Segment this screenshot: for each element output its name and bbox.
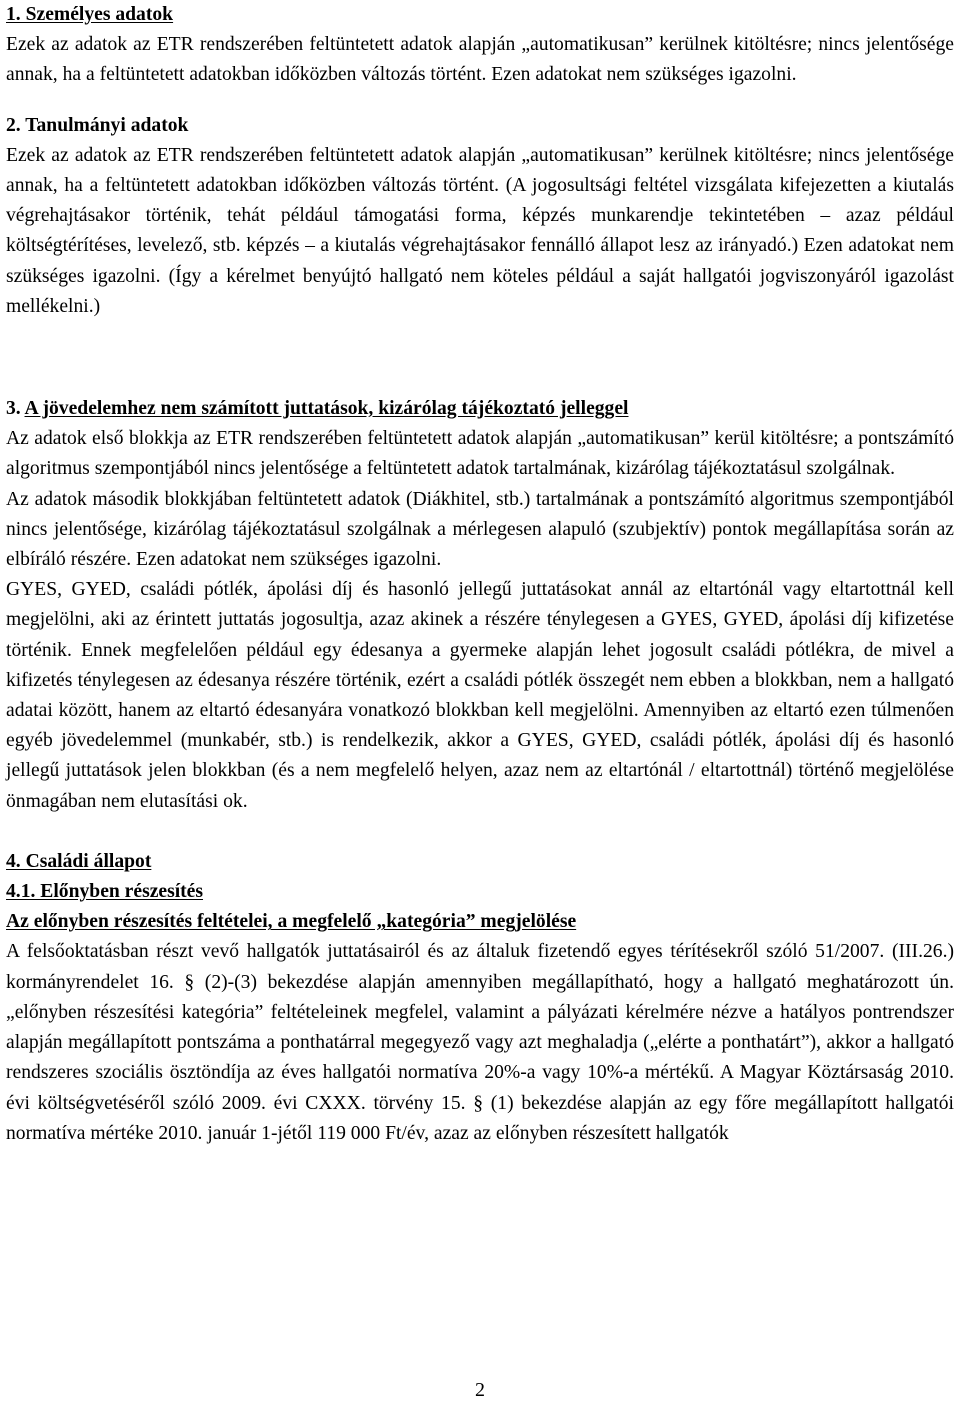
- section-1-paragraph: Ezek az adatok az ETR rendszerében feltüntetett adatok alapján „automatikusan” kerülnek kitöltésre; nincs jelentősége annak, ha a feltüntetett adatokban időközben változás történt. Ezen adatokat nem szükséges igazolni.: [6, 34, 954, 86]
- section-4-1-heading: 4.1. Előnyben részesítés: [6, 881, 204, 903]
- section-3-heading: [6, 394, 954, 424]
- section-2-paragraph: Ezek az adatok az ETR rendszerében feltüntetett adatok alapján „automatikusan” kerülnek kitöltésre; nincs jelentősége annak, ha a feltüntetett adatokban időközben változás történt. (A jogosultsági feltétel vizsgálata kifejezetten a kiutalás végrehajtásakor történik, tehát például támogatási forma, képzés munkarendje tekintetében – azaz például költségtérítéses, levelező, stb. képzés – a kiutalás végrehajtásakor fennálló állapot lesz az irányadó.) Ezen adatokat nem szükséges igazolni. (Így a kérelmet benyújtó hallgató nem köteles például a saját hallgatói jogviszonyáról igazolást mellékelni.): [6, 144, 954, 317]
- section-1-heading: 1. Személyes adatok: [6, 4, 174, 25]
- section-4-heading: 4. Családi állapot: [6, 850, 152, 872]
- page-number: 2: [475, 1379, 485, 1401]
- section-3-paragraph-2: Az adatok második blokkjában feltüntetett adatok (Diákhitel, stb.) tartalmának a pontszámító algoritmus szempontjából nincs jelentősége, kizárólag tájékoztatásul szolgálnak a mérlegesen alapuló (szubjektív) pontok megállapítása során az elbíráló részére. Ezen adatokat nem szükséges igazolni.: [6, 488, 954, 571]
- section-4-paragraph: A felsőoktatásban részt vevő hallgatók juttatásairól és az általuk fizetendő egyes térítésekről szóló 51/2007. (III.26.) kormányrendelet 16. § (2)-(3) bekezdése alapján amennyiben megállapítható, hogy a hallgató meghatározott ún. „előnyben részesítési kategória” feltételeinek megfelel, valamint a pályázati kérelmére nézve a hatályos pontrendszer alapján megállapított pontszáma a ponthatárral megegyező vagy azt meghaladja („elérte a ponthatárt”), akkor a hallgató rendszeres szociális ösztöndíja az éves hallgatói normatíva 20%-a vagy 10%-a mértékű. A Magyar Köztársaság 2010. évi költségvetéséről szóló 2009. évi CXXX. törvény 15. § (1) bekezdése alapján az egy főre megállapított hallgatói normatíva mértéke 2010. január 1-jétől 119 000 Ft/év, azaz az előnyben részesített hallgatók: [6, 941, 954, 1144]
- section-3-title: A jövedelemhez nem számított juttatások, kizárólag tájékoztató jelleggel: [24, 398, 629, 420]
- section-2-heading: 2. Tanulmányi adatok: [6, 114, 189, 136]
- document-page: [6, 0, 954, 1149]
- section-3-number: 3.: [6, 398, 25, 420]
- section-3-paragraph-3: GYES, GYED, családi pótlék, ápolási díj és hasonló jellegű juttatásokat annál az eltartónál vagy eltartottnál kell megjelölni, aki az érintett juttatás jogosultja, azaz akinek a részére ténylegesen a GYES, GYED, ápolási díj kifizetése történik. Ennek megfelelően például egy édesanya a gyermeke alapján lehet jogosult családi pótlékra, de mivel a kifizetés ténylegesen az édesanya részére történik, ezért a családi pótlék összegét nem ebben a blokkban, nem a hallgató adatai között, hanem az eltartó édesanyára vonatkozó blokkban kell megjelölni. Amennyiben az eltartó ezen túlmenően egyéb jövedelemmel (munkabér, stb.) is rendelkezik, akkor a GYES, GYED, családi pótlék, ápolási díj és hasonló jellegű juttatások jelen blokkban (és a nem megfelelő helyen, azaz nem az eltartónál / eltartottnál) történő megjelölése önmagában nem elutasítási ok.: [6, 579, 954, 812]
- section-3-paragraph-1: Az adatok első blokkja az ETR rendszerében feltüntetett adatok alapján „automatikusan” kerül kitöltésre; a pontszámító algoritmus szempontjából nincs jelentősége a feltüntetett adatok tartalmának, kizárólag tájékoztatásul szolgálnak.: [6, 428, 954, 480]
- section-4-1-title: Az előnyben részesítés feltételei, a megfelelő „kategória” megjelölése: [6, 911, 577, 933]
